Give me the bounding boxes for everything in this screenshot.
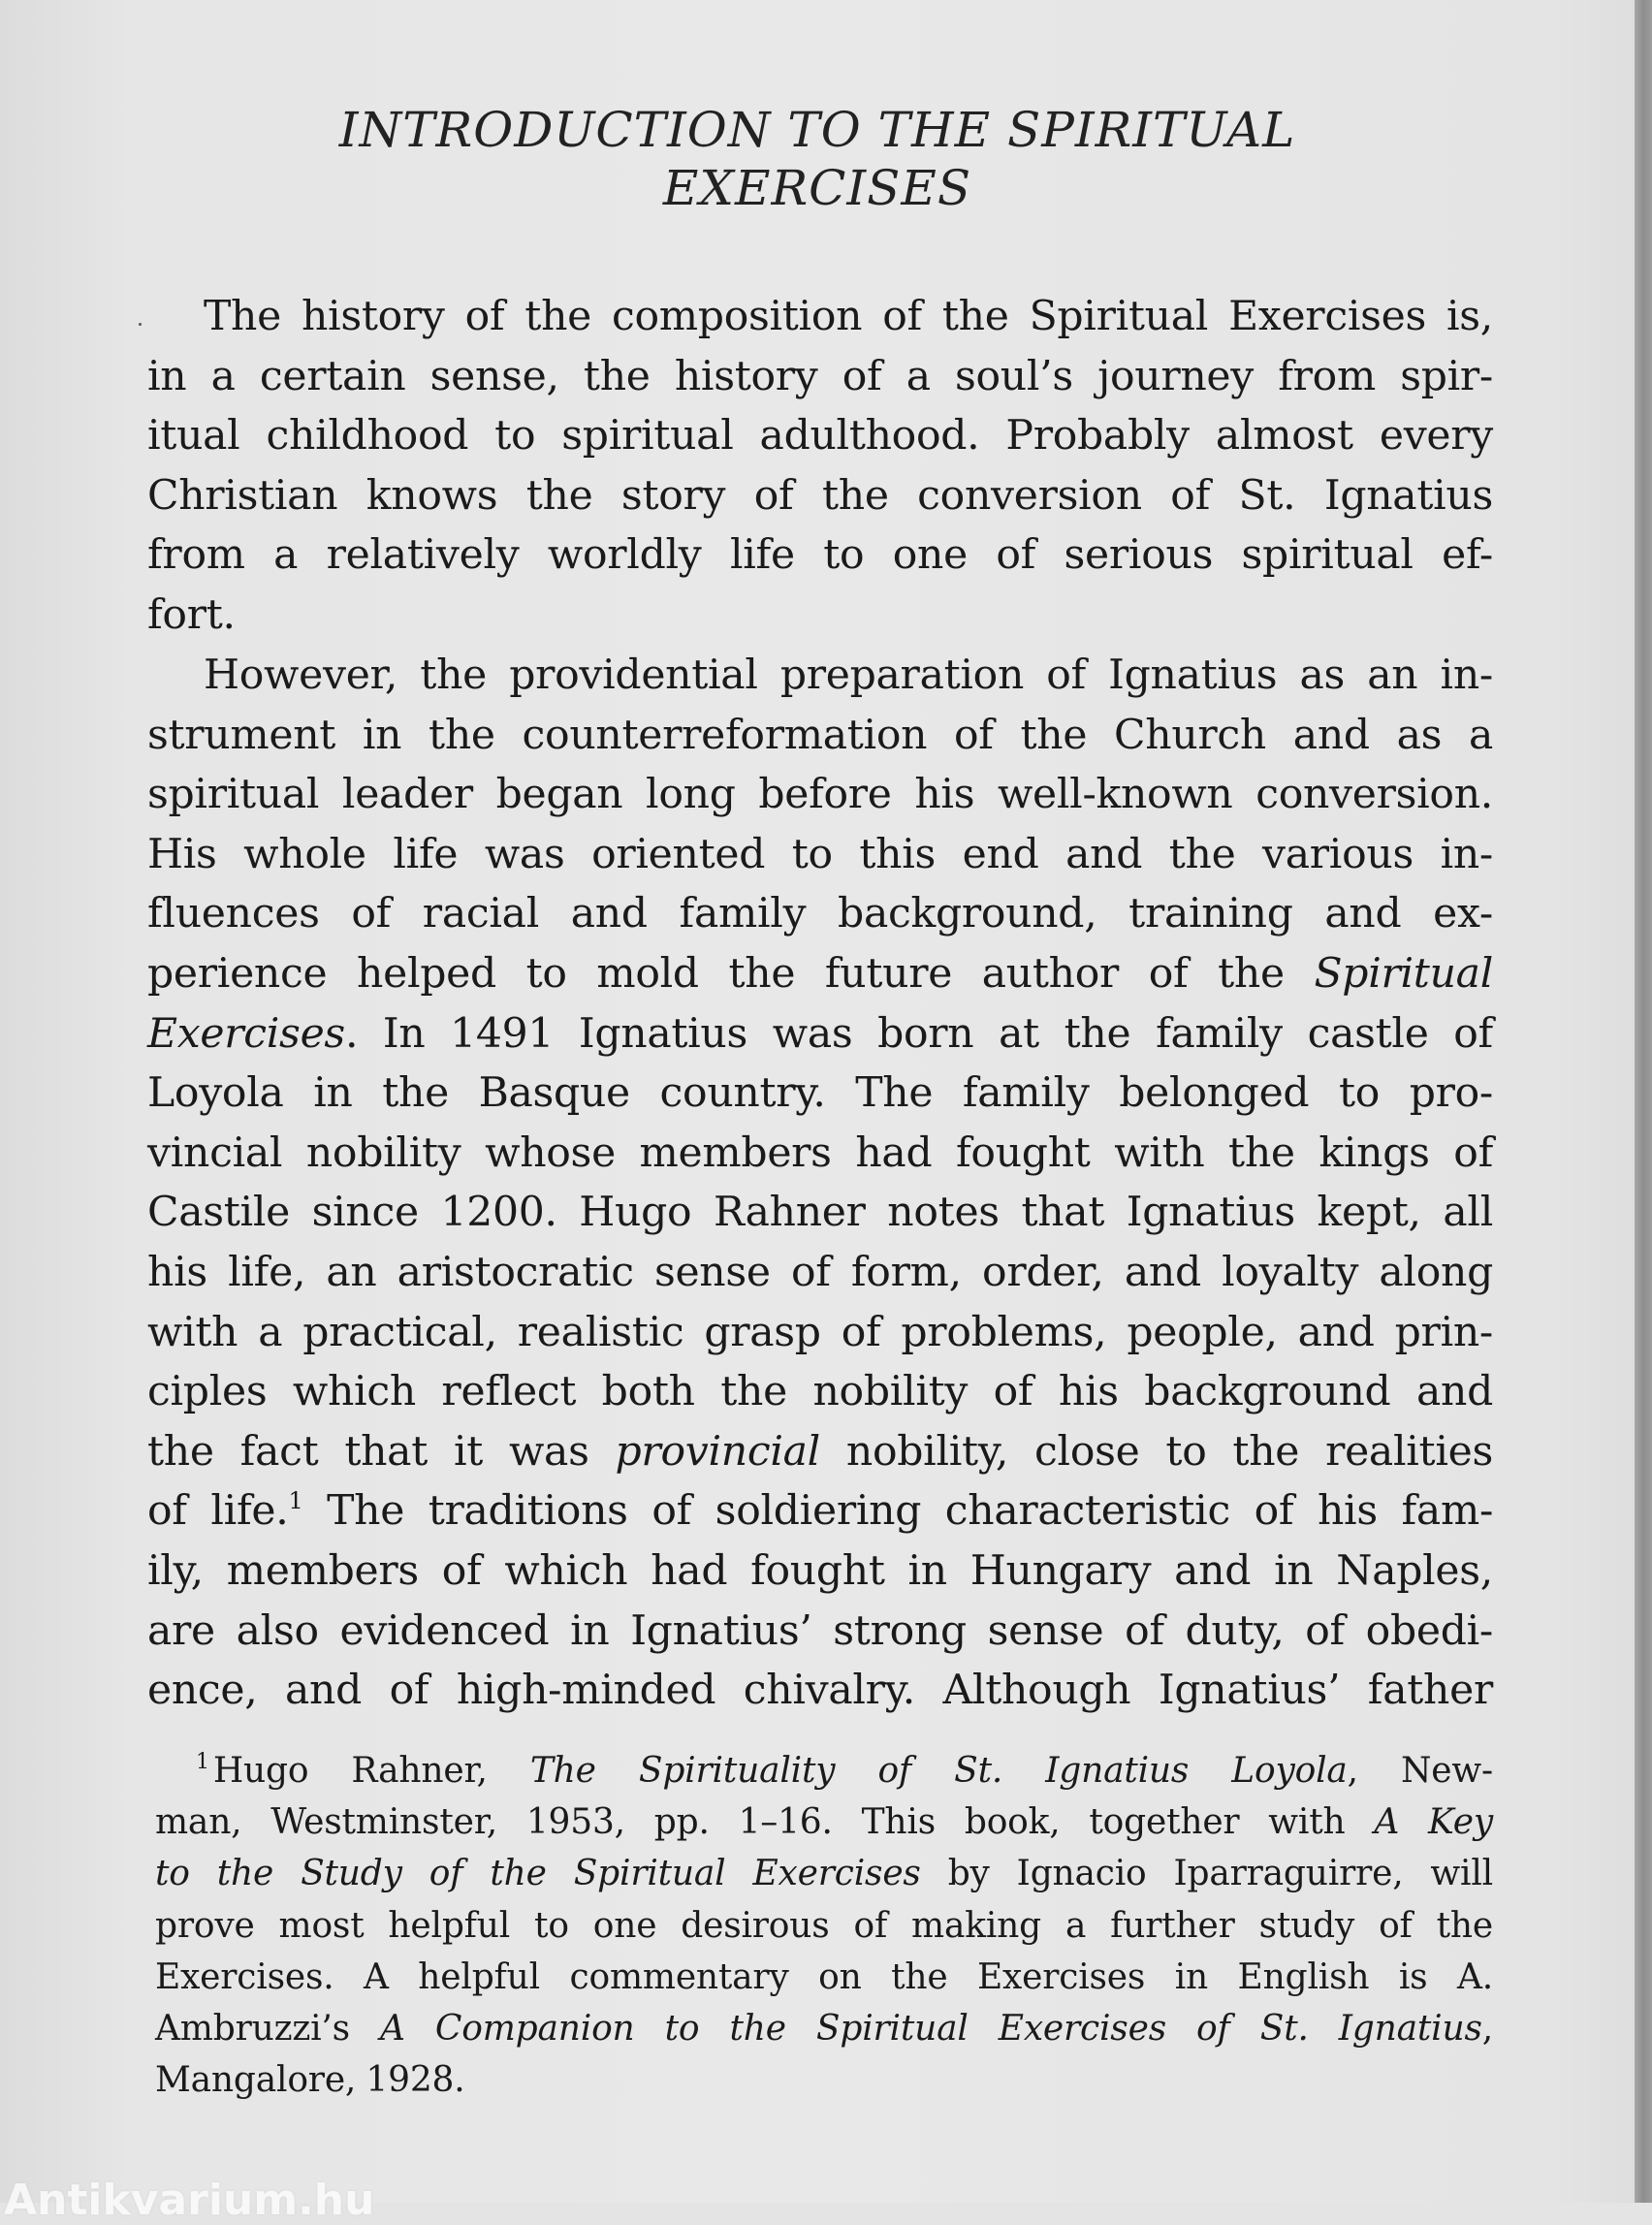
chapter-title-line-2: EXERCISES (662, 160, 972, 216)
text-run: Castile since 1200. Hugo Rahner notes that Ignatius kept, all (147, 1189, 1493, 1237)
text-line (147, 1243, 1493, 1303)
italic-book-title: Exercises (147, 1009, 345, 1058)
text-run: spiritual leader began long before his well-known conversion. (147, 771, 1493, 819)
footnote-line (155, 1848, 1493, 1899)
text-run: in a certain sense, the history of a soul’s journey from spir- (147, 352, 1493, 400)
text-run: ciples which reflect both the nobility of his background and (147, 1368, 1493, 1416)
text-run: Mangalore, 1928. (155, 2060, 465, 2101)
text-run: However, the providential preparation of Ignatius as an in- (204, 652, 1493, 699)
text-line (147, 1481, 1493, 1542)
text-run: perience helped to mold the future author of the (147, 949, 1315, 998)
footnote-marker: 1 (196, 1750, 209, 1774)
footnote-line (155, 2003, 1493, 2054)
italic-book-title: The Spirituality of St. Ignatius Loyola (529, 1751, 1348, 1791)
italic-book-title: A Companion to the Spiritual Exercises of St. Ignatius (380, 2008, 1482, 2049)
text-line (147, 646, 1493, 706)
text-line (147, 586, 1493, 646)
text-line (147, 944, 1493, 1004)
footnote-line (155, 1952, 1493, 2003)
text-run: by Ignacio Iparraguirre, will (920, 1854, 1493, 1894)
text-line (147, 884, 1493, 944)
text-run: His whole life was oriented to this end and the various in- (147, 830, 1493, 878)
text-run: The history of the composition of the Spiritual Exercises is, (204, 293, 1493, 340)
italic-emphasis: provincial (615, 1427, 820, 1476)
italic-book-title: to the Study of the Spiritual Exercises (155, 1854, 921, 1894)
text-line (147, 1004, 1493, 1065)
footnote-line (155, 1796, 1493, 1848)
chapter-title-line-1: INTRODUCTION TO THE SPIRITUAL (338, 102, 1296, 158)
text-run: nobility, close to the realities (819, 1427, 1493, 1476)
footnote-line (155, 1900, 1493, 1952)
italic-book-title: Spiritual (1314, 949, 1493, 998)
book-spine-edge (1635, 0, 1652, 2203)
footnote-reference[interactable]: 1 (288, 1487, 303, 1515)
text-line (147, 1422, 1493, 1482)
text-line (147, 1064, 1493, 1124)
italic-book-title: A Key (1374, 1802, 1493, 1843)
text-run: strument in the counterreformation of the Church and as a (147, 711, 1493, 759)
paragraph-2 (147, 646, 1493, 1721)
text-run: Ambruzzi’s (155, 2008, 381, 2049)
text-run: itual childhood to spiritual adulthood. Probably almost every (147, 412, 1493, 461)
text-run: Hugo Rahner, (212, 1751, 530, 1791)
paragraph-1 (147, 287, 1493, 646)
text-run: are also evidenced in Ignatius’ strong sense of duty, of obedi- (147, 1606, 1493, 1655)
text-run: Christian knows the story of the conversion of St. Ignatius (147, 471, 1493, 520)
text-line (147, 765, 1493, 825)
watermark: Antikvarium.hu (4, 2176, 375, 2225)
footnote-line (155, 1745, 1493, 1796)
text-run: his life, an aristocratic sense of form, order, and loyalty along (147, 1248, 1493, 1296)
text-line (147, 1362, 1493, 1422)
paper-speck (139, 323, 142, 326)
text-run: ily, members of which had fought in Hungary and in Naples, (147, 1546, 1493, 1595)
text-line (147, 1303, 1493, 1363)
text-run: . In 1491 Ignatius was born at the family castle of (344, 1009, 1493, 1058)
text-line (147, 525, 1493, 586)
text-run: man, Westminster, 1953, pp. 1–16. This book, together with (155, 1802, 1375, 1843)
text-run: ence, and of high-minded chivalry. Although Ignatius’ father (147, 1667, 1493, 1715)
text-line (147, 1183, 1493, 1243)
text-run: with a practical, realistic grasp of problems, people, and prin- (147, 1308, 1493, 1356)
text-line (147, 1542, 1493, 1602)
text-run: , New- (1347, 1751, 1493, 1791)
text-run: vincial nobility whose members had fought with the kings of (147, 1128, 1493, 1177)
text-run: Exercises. A helpful commentary on the Exercises in English is A. (155, 1956, 1493, 1997)
text-run: The traditions of soldiering characteristic of his fam- (302, 1487, 1493, 1536)
text-line (147, 347, 1493, 407)
text-line (147, 287, 1493, 347)
footnote-line (155, 2054, 1493, 2106)
text-line (147, 1602, 1493, 1662)
text-run: from a relatively worldly life to one of serious spiritual ef- (147, 531, 1493, 580)
text-line (147, 706, 1493, 766)
text-run: prove most helpful to one desirous of making a further study of the (155, 1905, 1493, 1946)
text-run: of life. (147, 1487, 289, 1536)
text-run: fort. (147, 590, 236, 639)
text-run: Loyola in the Basque country. The family belonged to pro- (147, 1069, 1493, 1118)
text-line (147, 825, 1493, 885)
text-run: the fact that it was (147, 1427, 616, 1476)
text-line (147, 466, 1493, 526)
text-run: fluences of racial and family background, training and ex- (147, 890, 1493, 938)
text-line (147, 406, 1493, 466)
text-line (147, 1124, 1493, 1184)
text-run: , (1481, 2008, 1493, 2049)
footnote-1 (155, 1745, 1493, 2106)
text-line (147, 1661, 1493, 1721)
